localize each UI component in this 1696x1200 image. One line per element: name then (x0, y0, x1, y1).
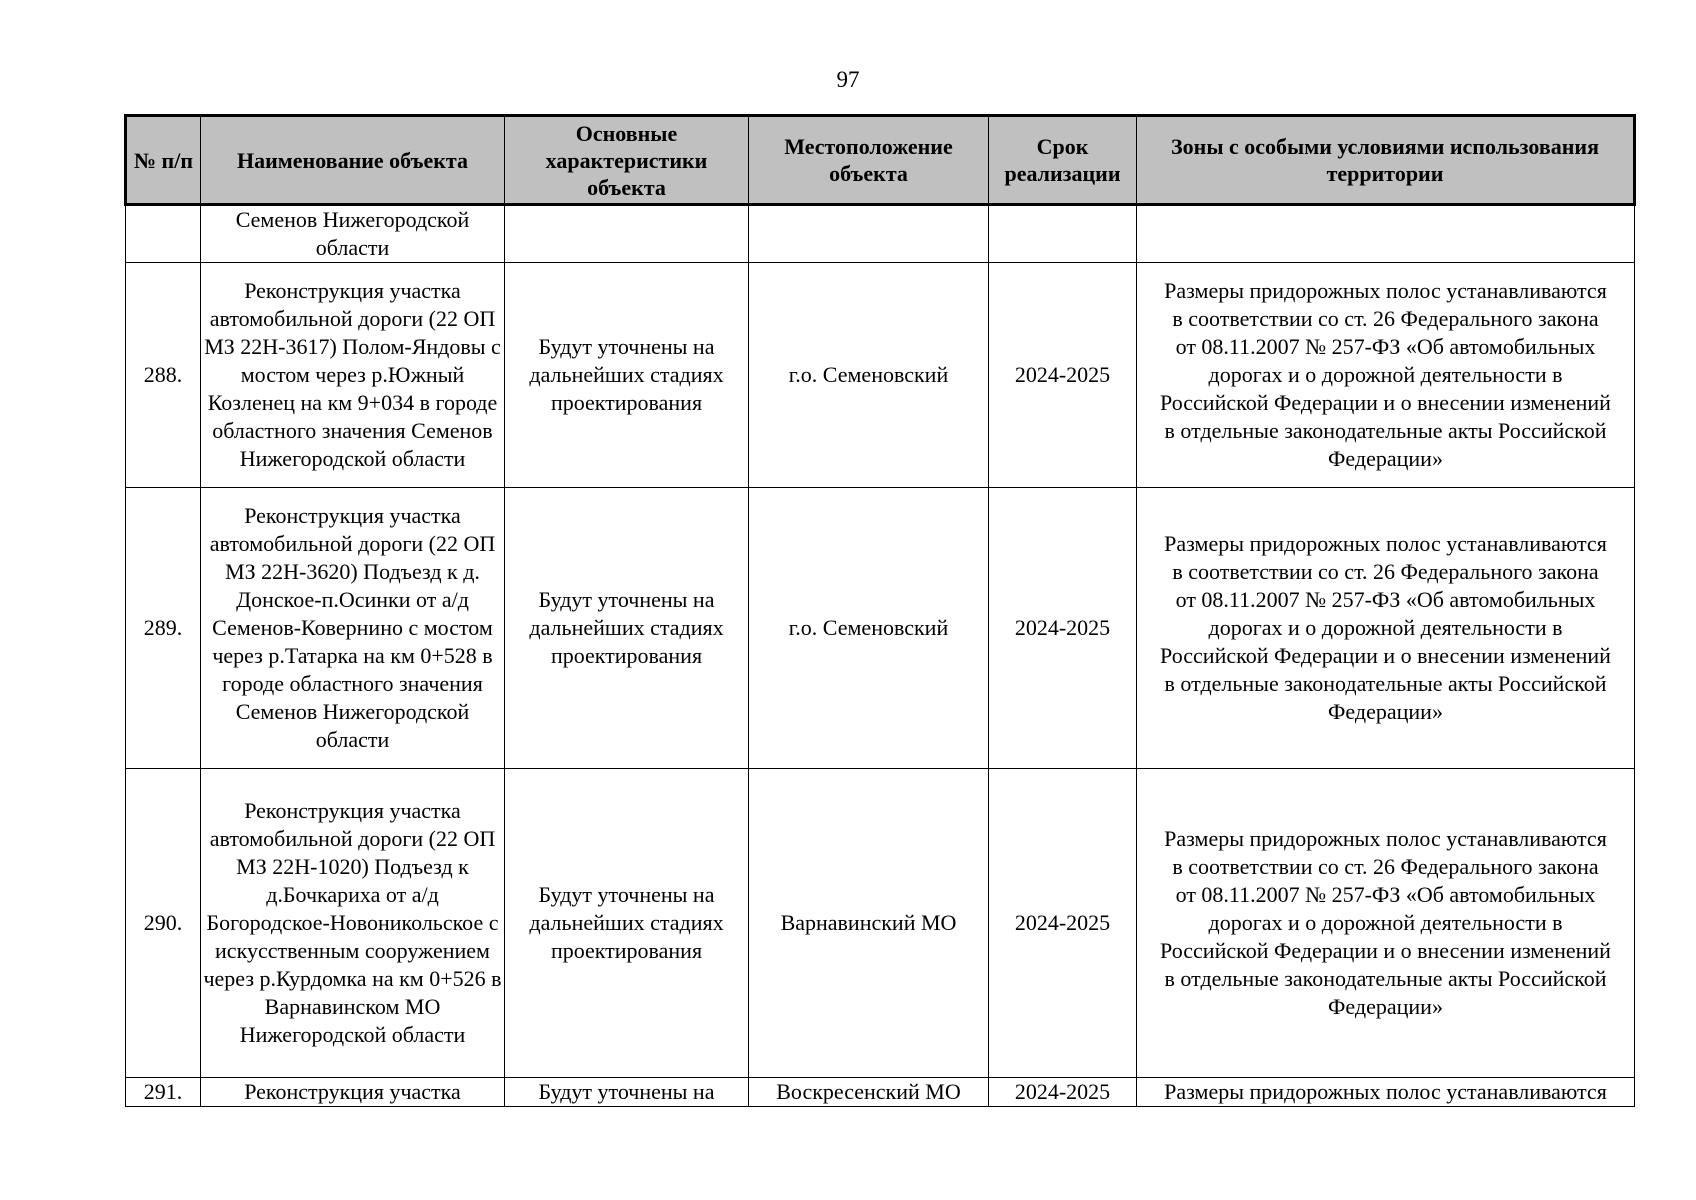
cell-characteristics: Будут уточнены на (505, 1078, 749, 1107)
zones-text-line: Размеры придорожных полос устанавливаются (1164, 531, 1607, 556)
cell-location: Варнавинский МО (749, 769, 989, 1078)
zones-text-line: Федерации» (1328, 699, 1443, 724)
zones-text-line: Размеры придорожных полос устанавливаются (1164, 826, 1607, 851)
header-characteristics: Основные характеристики объекта (505, 116, 749, 205)
cell-location: г.о. Семеновский (749, 263, 989, 488)
zones-text-line: от 08.11.2007 № 257-ФЗ «Об автомобильных (1175, 882, 1596, 907)
page-number: 97 (836, 67, 860, 92)
zones-text-line: в соответствии со ст. 26 Федерального закона (1172, 854, 1599, 879)
header-term: Срок реализации (989, 116, 1137, 205)
zones-text-line: от 08.11.2007 № 257-ФЗ «Об автомобильных (1175, 334, 1596, 359)
header-zones: Зоны с особыми условиями использования территории (1137, 116, 1635, 205)
cell-number (126, 205, 201, 263)
zones-text-line: Российской Федерации и о внесении изменений (1160, 938, 1611, 963)
table-row (126, 263, 1635, 488)
cell-term: 2024-2025 (989, 1078, 1137, 1107)
zones-text-line: Федерации» (1328, 446, 1443, 471)
header-object-name: Наименование объекта (201, 116, 505, 205)
zones-text-line: в соответствии со ст. 26 Федерального закона (1172, 306, 1599, 331)
cell-number: 288. (126, 263, 201, 488)
zones-text-line: Российской Федерации и о внесении изменений (1160, 643, 1611, 668)
cell-zones (1137, 205, 1635, 263)
table-row (126, 488, 1635, 769)
cell-location (749, 205, 989, 263)
cell-characteristics: Будут уточнены на дальнейших стадиях проектирования (505, 769, 749, 1078)
cell-characteristics: Будут уточнены на дальнейших стадиях проектирования (505, 263, 749, 488)
zones-text-line: в соответствии со ст. 26 Федерального закона (1172, 559, 1599, 584)
cell-zones (1137, 769, 1635, 1078)
table-row (126, 1078, 1635, 1107)
cell-zones (1137, 488, 1635, 769)
zones-text-line: дорогах и о дорожной деятельности в (1208, 362, 1563, 387)
objects-table (124, 114, 1636, 1107)
cell-term: 2024-2025 (989, 488, 1137, 769)
cell-number: 291. (126, 1078, 201, 1107)
zones-text-line: дорогах и о дорожной деятельности в (1208, 615, 1563, 640)
cell-term (989, 205, 1137, 263)
cell-term: 2024-2025 (989, 263, 1137, 488)
cell-number: 290. (126, 769, 201, 1078)
table-row (126, 769, 1635, 1078)
cell-location: г.о. Семеновский (749, 488, 989, 769)
cell-characteristics (505, 205, 749, 263)
zones-text-line: Федерации» (1328, 994, 1443, 1019)
cell-location: Воскресенский МО (749, 1078, 989, 1107)
header-number: № п/п (126, 116, 201, 205)
cell-object-name: Реконструкция участка автомобильной дороги (22 ОП МЗ 22Н-3617) Полом-Яндовы с мостом через р.Южный Козленец на км 9+034 в городе областного значения Семенов Нижегородской области (201, 263, 505, 488)
cell-characteristics: Будут уточнены на дальнейших стадиях проектирования (505, 488, 749, 769)
cell-zones: Размеры придорожных полос устанавливаются (1137, 1078, 1635, 1107)
zones-text-line: в отдельные законодательные акты Российской (1164, 966, 1607, 991)
table-header-row (126, 116, 1635, 205)
zones-text-line: в отдельные законодательные акты Российской (1164, 671, 1607, 696)
zones-text-line: от 08.11.2007 № 257-ФЗ «Об автомобильных (1175, 587, 1596, 612)
cell-object-name: Реконструкция участка автомобильной дороги (22 ОП МЗ 22Н-1020) Подъезд к д.Бочкариха от а/д Богородское-Новоникольское с искусственным сооружением через р.Курдомка на км 0+526 в Варнавинском МО Нижегородской области (201, 769, 505, 1078)
cell-object-name: Реконструкция участка (201, 1078, 505, 1107)
zones-text-line: дорогах и о дорожной деятельности в (1208, 910, 1563, 935)
zones-text-line: Российской Федерации и о внесении изменений (1160, 390, 1611, 415)
cell-object-name: Семенов Нижегородской области (201, 205, 505, 263)
cell-object-name: Реконструкция участка автомобильной дороги (22 ОП МЗ 22Н-3620) Подъезд к д. Донское-п.Осинки от а/д Семенов-Ковернино с мостом через р.Татарка на км 0+528 в городе областного значения Семенов Нижегородской области (201, 488, 505, 769)
zones-text-line: Размеры придорожных полос устанавливаются (1164, 278, 1607, 303)
table-row-continuation (126, 205, 1635, 263)
cell-number: 289. (126, 488, 201, 769)
cell-zones (1137, 263, 1635, 488)
header-location: Местоположение объекта (749, 116, 989, 205)
zones-text-line: в отдельные законодательные акты Российской (1164, 418, 1607, 443)
cell-term: 2024-2025 (989, 769, 1137, 1078)
